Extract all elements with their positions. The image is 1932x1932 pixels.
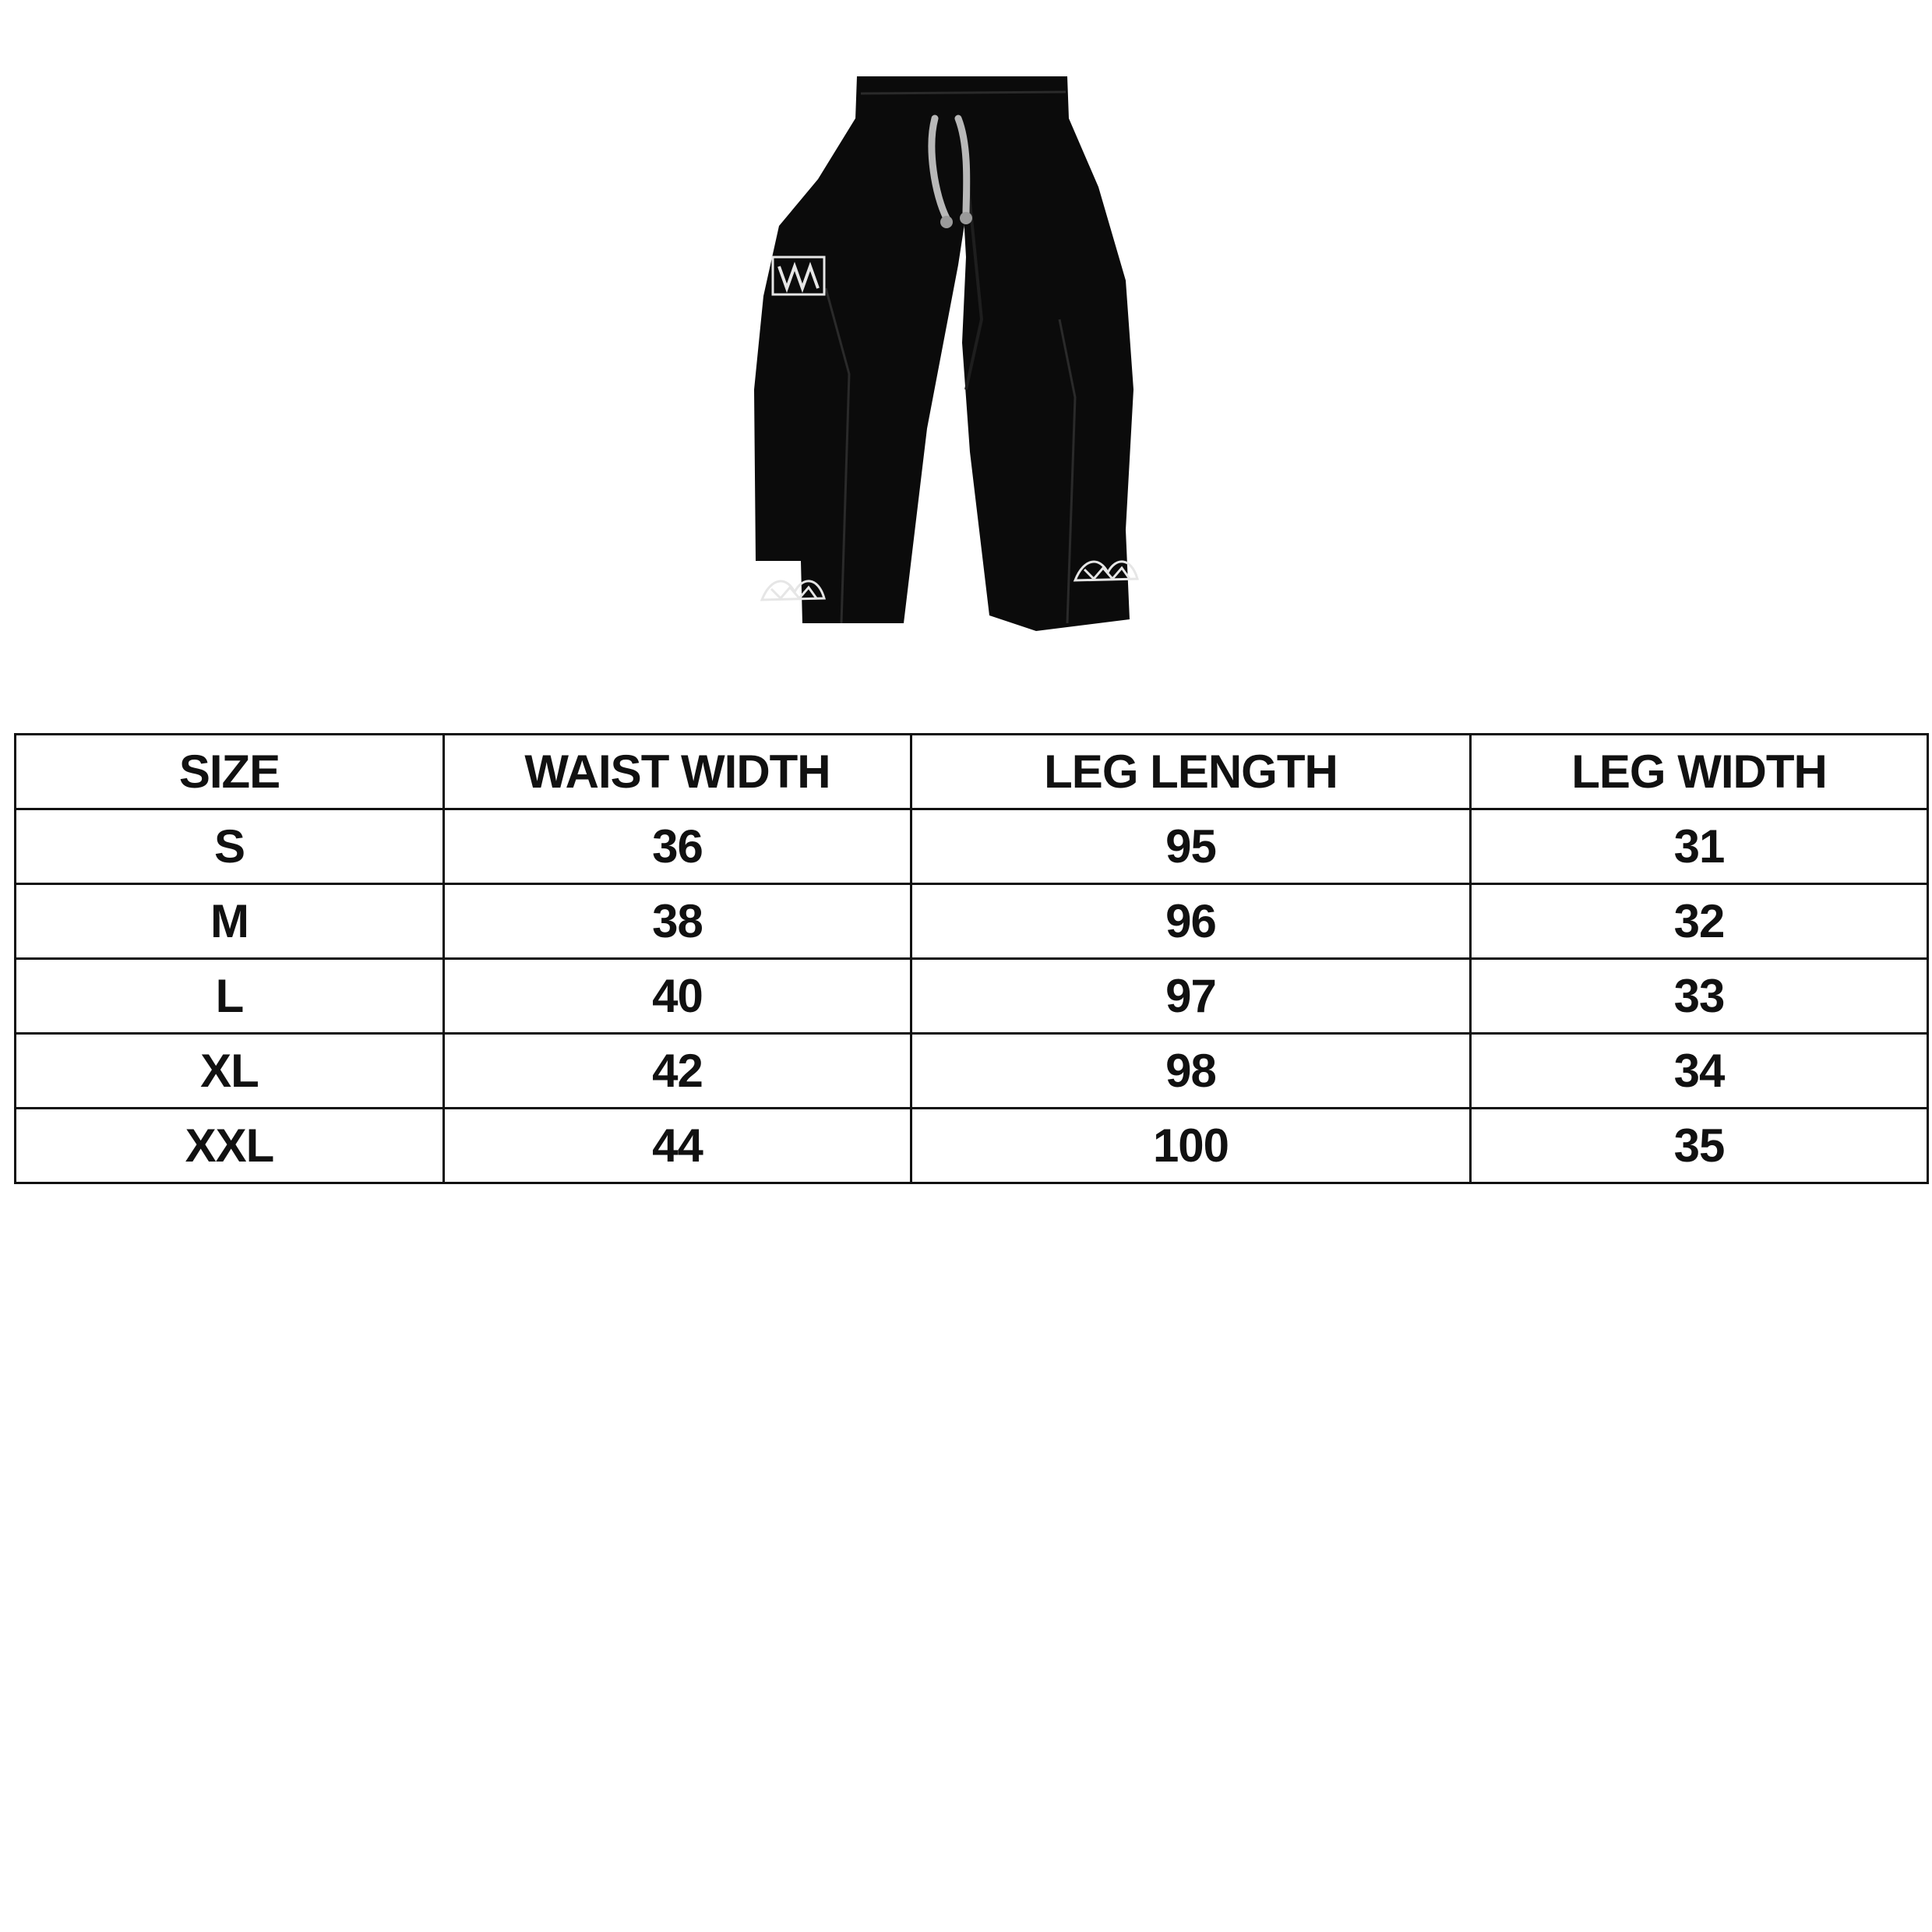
cell-waist-width: 42 xyxy=(444,1034,911,1109)
cell-leg-length: 95 xyxy=(911,809,1471,884)
table-row xyxy=(16,809,1928,884)
table-row xyxy=(16,1109,1928,1183)
header-size: SIZE xyxy=(16,735,444,809)
header-leg-width: LEG WIDTH xyxy=(1471,735,1928,809)
cell-size: XXL xyxy=(16,1109,444,1183)
cell-waist-width: 40 xyxy=(444,959,911,1034)
cell-waist-width: 44 xyxy=(444,1109,911,1183)
cell-waist-width: 36 xyxy=(444,809,911,884)
cell-size: M xyxy=(16,884,444,959)
table-header-row xyxy=(16,735,1928,809)
cell-leg-width: 32 xyxy=(1471,884,1928,959)
cell-leg-length: 97 xyxy=(911,959,1471,1034)
cell-waist-width: 38 xyxy=(444,884,911,959)
size-chart-table xyxy=(14,733,1929,1184)
header-waist-width: WAIST WIDTH xyxy=(444,735,911,809)
sweatpants-illustration xyxy=(732,62,1200,686)
cell-size: L xyxy=(16,959,444,1034)
cell-size: S xyxy=(16,809,444,884)
cell-leg-width: 35 xyxy=(1471,1109,1928,1183)
table-row xyxy=(16,959,1928,1034)
product-image xyxy=(732,62,1200,686)
cell-leg-width: 31 xyxy=(1471,809,1928,884)
header-leg-length: LEG LENGTH xyxy=(911,735,1471,809)
cell-size: XL xyxy=(16,1034,444,1109)
cell-leg-length: 100 xyxy=(911,1109,1471,1183)
cell-leg-length: 98 xyxy=(911,1034,1471,1109)
table-row xyxy=(16,1034,1928,1109)
table-row xyxy=(16,884,1928,959)
pants-right-leg xyxy=(958,118,1133,631)
cell-leg-width: 34 xyxy=(1471,1034,1928,1109)
pants-waistband xyxy=(855,76,1069,120)
cell-leg-width: 33 xyxy=(1471,959,1928,1034)
cell-leg-length: 96 xyxy=(911,884,1471,959)
